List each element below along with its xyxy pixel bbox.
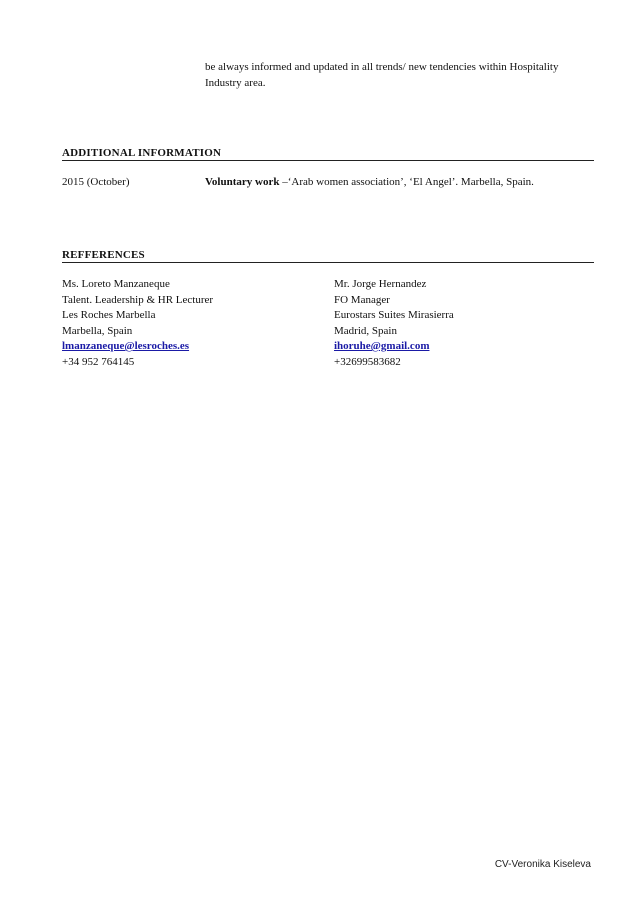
section-divider	[62, 262, 594, 263]
reference-email-link[interactable]: lmanzaneque@lesroches.es	[62, 340, 190, 352]
reference-card	[62, 277, 213, 370]
reference-email-link[interactable]: ihoruhe@gmail.com	[334, 340, 430, 352]
entry-detail: –‘Arab women association’, ‘El Angel’. Marbella, Spain.	[279, 176, 534, 188]
reference-company: Eurostars Suites Mirasierra	[334, 309, 454, 321]
reference-position: Talent. Leadership & HR Lecturer	[62, 293, 214, 306]
reference-card	[334, 277, 454, 370]
reference-name: Ms. Loreto Manzaneque	[62, 278, 170, 290]
entry-description	[205, 176, 534, 188]
additional-information-heading: ADDITIONAL INFORMATION	[62, 147, 222, 159]
reference-location: Madrid, Spain	[334, 324, 397, 337]
reference-phone: +32699583682	[334, 355, 401, 368]
references-heading: REFFERENCES	[62, 249, 145, 261]
reference-phone: +34 952 764145	[62, 355, 135, 368]
reference-company: Les Roches Marbella	[62, 309, 156, 321]
section-divider	[62, 160, 594, 161]
continuation-text: be always informed and updated in all trends/ new tendencies within Hospitality Industry area.	[205, 61, 559, 89]
page-footer: CV-Veronika Kiseleva	[494, 859, 591, 870]
reference-position: FO Manager	[334, 293, 390, 306]
entry-date: 2015 (October)	[62, 176, 130, 188]
reference-name: Mr. Jorge Hernandez	[334, 278, 427, 290]
entry-title: Voluntary work	[205, 176, 280, 188]
reference-location: Marbella, Spain	[62, 324, 133, 337]
